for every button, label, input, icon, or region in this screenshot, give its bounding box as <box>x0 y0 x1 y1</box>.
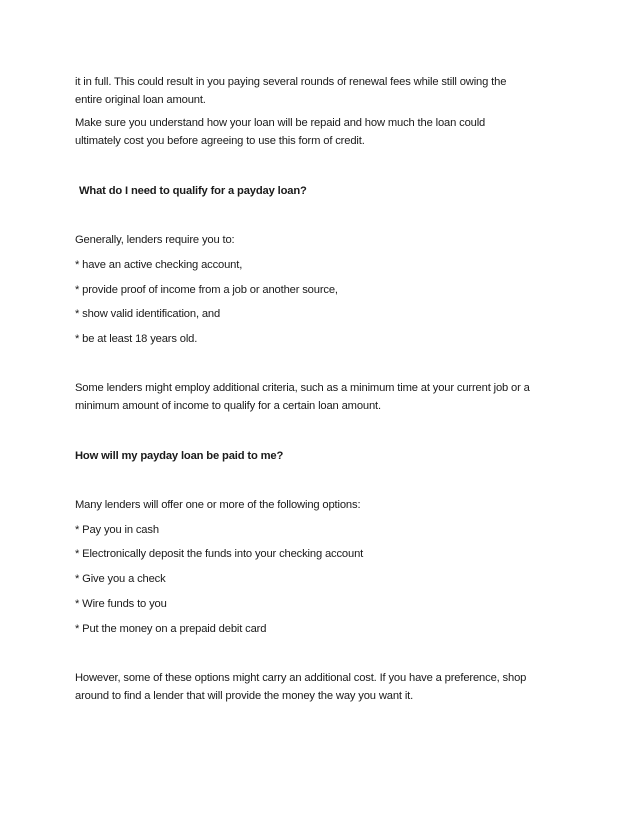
payment-option: * Pay you in cash <box>75 524 159 536</box>
intro-paragraph-1-line-2: entire original loan amount. <box>75 94 206 106</box>
payment-lead: Many lenders will offer one or more of the following options: <box>75 499 361 511</box>
intro-paragraph-1-line-1: it in full. This could result in you paying several rounds of renewal fees while still owing the <box>75 76 507 88</box>
intro-paragraph-2-line-2: ultimately cost you before agreeing to use this form of credit. <box>75 135 365 147</box>
payment-option: * Give you a check <box>75 573 166 585</box>
payment-option: * Wire funds to you <box>75 598 167 610</box>
qualify-lead: Generally, lenders require you to: <box>75 234 235 246</box>
qualify-item: * show valid identification, and <box>75 308 221 320</box>
payment-closing-line-2: around to find a lender that will provide the money the way you want it. <box>75 690 414 702</box>
qualify-note-line-1: Some lenders might employ additional criteria, such as a minimum time at your current job or a <box>75 382 530 394</box>
payment-closing-line-1: However, some of these options might carry an additional cost. If you have a preference, shop <box>75 672 527 684</box>
qualify-heading: What do I need to qualify for a payday loan? <box>79 185 307 197</box>
qualify-note-line-2: minimum amount of income to qualify for a certain loan amount. <box>75 400 381 412</box>
payment-option: * Put the money on a prepaid debit card <box>75 623 267 635</box>
qualify-item: * provide proof of income from a job or another source, <box>75 284 338 296</box>
payment-option: * Electronically deposit the funds into your checking account <box>75 548 364 560</box>
qualify-item: * have an active checking account, <box>75 259 243 271</box>
payment-heading: How will my payday loan be paid to me? <box>75 450 284 462</box>
qualify-item: * be at least 18 years old. <box>75 333 198 345</box>
intro-paragraph-2-line-1: Make sure you understand how your loan will be repaid and how much the loan could <box>75 117 486 129</box>
